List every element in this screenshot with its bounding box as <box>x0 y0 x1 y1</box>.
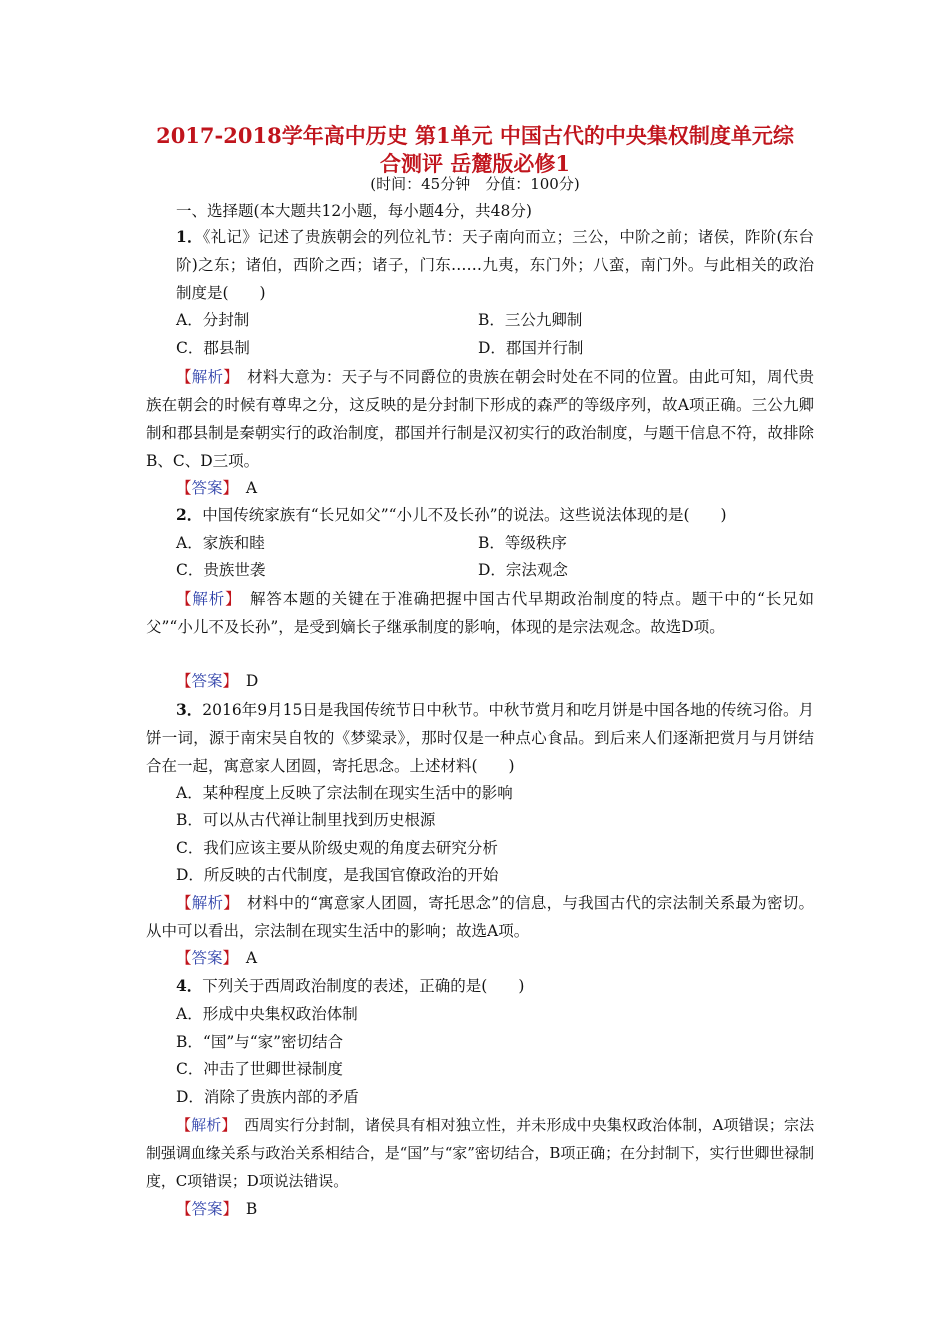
option-a: A．分封制 <box>176 311 250 329</box>
question-4 <box>176 974 814 996</box>
option-b: B．等级秩序 <box>478 534 567 552</box>
question-stem: 《礼记》记述了贵族朝会的列位礼节：天子南向而立；三公，中阶之前；诸侯，阼阶(东台阶)之东；诸伯，西阶之西；诸子，门东……九夷，东门外；八蛮，南门外。与此相关的政治制度是( ) <box>176 228 814 302</box>
question-stem: 中国传统家族有“长兄如父”“小儿不及长孙”的说法。这些说法体现的是( ) <box>202 506 727 524</box>
question-stem: 下列关于西周政治制度的表述，正确的是( ) <box>202 977 525 995</box>
option-c: C．贵族世袭 <box>176 561 266 579</box>
answer-label: 答案 <box>191 479 223 497</box>
option-b: B．可以从古代禅让制里找到历史根源 <box>176 811 436 829</box>
analysis-2: 【解析】 解答本题的关键在于准确把握中国古代早期政治制度的特点。题干中的“长兄如父”“小儿不及长孙”，是受到嫡长子继承制度的影响，体现的是宗法观念。故选D项。 <box>146 590 814 636</box>
option-a: A．形成中央集权政治体制 <box>176 1005 358 1023</box>
answer-label: 答案 <box>191 672 223 690</box>
question-3 <box>146 696 814 780</box>
answer-label: 答案 <box>191 1200 223 1218</box>
answer-2: 【答案】 D <box>176 672 259 690</box>
analysis-label: 解析 <box>191 1116 222 1134</box>
answer-4: 【答案】 B <box>176 1200 258 1218</box>
option-c: C．冲击了世卿世禄制度 <box>176 1060 343 1078</box>
answer-label: 答案 <box>191 949 223 967</box>
analysis-label: 解析 <box>191 368 224 386</box>
analysis-text: 西周实行分封制，诸侯具有相对独立性，并未形成中央集权政治体制，A项错误；宗法制强调血缘关系与政治关系相结合，是“国”与“家”密切结合，B项正确；在分封制下，实行世卿世禄制度，C项错误；D项说法错误。 <box>146 1116 815 1190</box>
option-a: A．某种程度上反映了宗法制在现实生活中的影响 <box>176 784 513 802</box>
question-number: 4． <box>176 976 203 995</box>
analysis-label: 解析 <box>192 590 226 608</box>
option-a: A．家族和睦 <box>176 534 265 552</box>
answer-1: 【答案】 A <box>176 479 258 497</box>
analysis-label: 解析 <box>191 894 224 912</box>
section-heading: 一、选择题(本大题共12小题，每小题4分，共48分) <box>176 202 532 220</box>
option-b: B．三公九卿制 <box>478 311 583 329</box>
option-b: B．“国”与“家”密切结合 <box>176 1033 344 1051</box>
question-number: 2． <box>176 505 203 524</box>
time-score-info: (时间：45分钟 分值：100分) <box>370 175 580 193</box>
analysis-text: 材料中的“寓意家人团圆，寄托思念”的信息，与我国古代的宗法制关系最为密切。从中可以看出，宗法制在现实生活中的影响；故选A项。 <box>146 894 814 940</box>
question-1 <box>176 223 814 307</box>
option-d: D．所反映的古代制度，是我国官僚政治的开始 <box>176 866 499 884</box>
analysis-3: 【解析】 材料中的“寓意家人团圆，寄托思念”的信息，与我国古代的宗法制关系最为密切。从中可以看出，宗法制在现实生活中的影响；故选A项。 <box>146 894 814 940</box>
option-c: C．郡县制 <box>176 339 250 357</box>
document-title-line2: 合测评 岳麓版必修1 <box>380 151 570 176</box>
analysis-text: 解答本题的关键在于准确把握中国古代早期政治制度的特点。题干中的“长兄如父”“小儿不及长孙”，是受到嫡长子继承制度的影响，体现的是宗法观念。故选D项。 <box>146 590 814 636</box>
analysis-1: 【解析】 材料大意为：天子与不同爵位的贵族在朝会时处在不同的位置。由此可知，周代贵族在朝会的时候有尊卑之分，这反映的是分封制下形成的森严的等级序列，故A项正确。三公九卿制和郡县制是秦朝实行的政治制度，郡国并行制是汉初实行的政治制度，与题干信息不符，故排除B、C、D三项。 <box>146 368 814 470</box>
question-number: 3． <box>176 700 203 719</box>
answer-value: A <box>245 949 258 967</box>
answer-3: 【答案】 A <box>176 949 258 967</box>
answer-value: D <box>245 672 259 690</box>
analysis-4: 【解析】 西周实行分封制，诸侯具有相对独立性，并未形成中央集权政治体制，A项错误；宗法制强调血缘关系与政治关系相结合，是“国”与“家”密切结合，B项正确；在分封制下，实行世卿世禄制度，C项错误；D项说法错误。 <box>146 1116 815 1190</box>
analysis-text: 材料大意为：天子与不同爵位的贵族在朝会时处在不同的位置。由此可知，周代贵族在朝会的时候有尊卑之分，这反映的是分封制下形成的森严的等级序列，故A项正确。三公九卿制和郡县制是秦朝实行的政治制度，郡国并行制是汉初实行的政治制度，与题干信息不符，故排除B、C、D三项。 <box>146 368 814 470</box>
option-c: C．我们应该主要从阶级史观的角度去研究分析 <box>176 839 498 857</box>
question-2 <box>176 503 814 525</box>
option-d: D．郡国并行制 <box>478 339 584 357</box>
question-stem: 2016年9月15日是我国传统节日中秋节。中秋节赏月和吃月饼是中国各地的传统习俗。月饼一词，源于南宋吴自牧的《梦粱录》，那时仅是一种点心食品。到后来人们逐渐把赏月与月饼结合在一起，寓意家人团圆，寄托思念。上述材料( ) <box>146 701 814 775</box>
option-d: D．宗法观念 <box>478 561 568 579</box>
answer-value: B <box>245 1200 258 1218</box>
question-number: 1． <box>176 227 203 246</box>
answer-value: A <box>245 479 258 497</box>
document-title-line1: 2017-2018学年高中历史 第1单元 中国古代的中央集权制度单元综 <box>156 123 794 148</box>
option-d: D．消除了贵族内部的矛盾 <box>176 1088 359 1106</box>
